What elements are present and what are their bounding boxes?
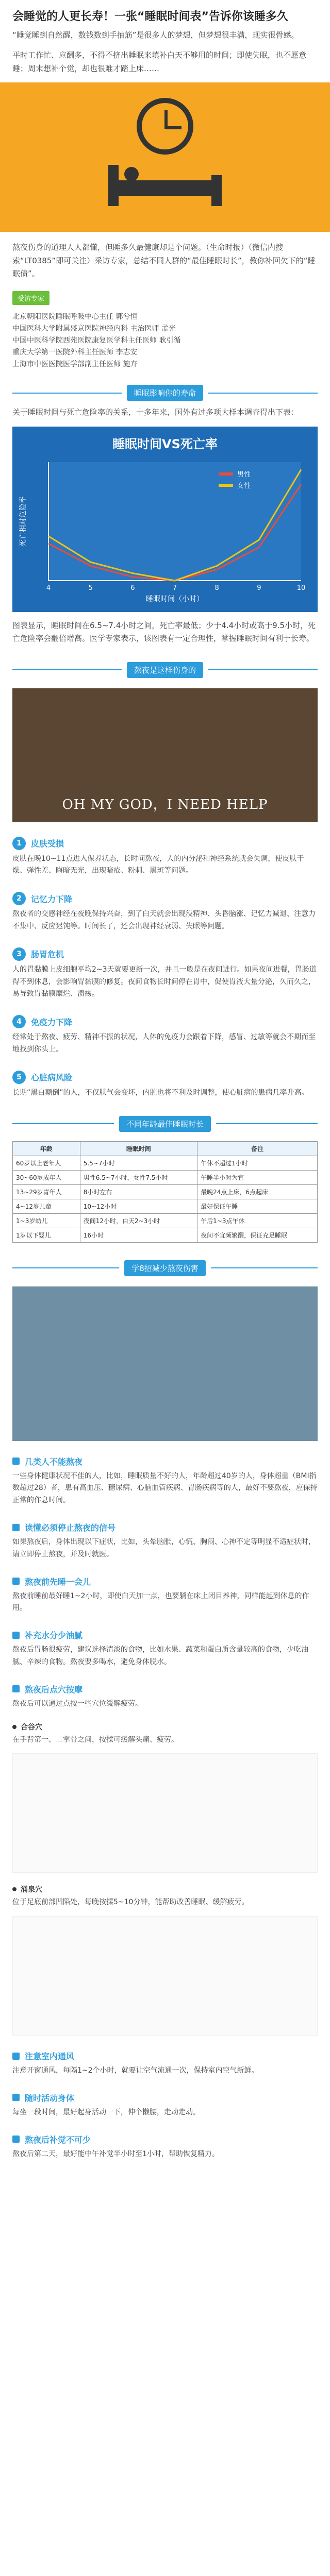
x-tick-label: 5 <box>88 584 93 592</box>
section-paragraph: 图表显示，睡眠时间在6.5~7.4小时之间，死亡率最低；少于4.4小时或高于9.5小时，死亡危险率会翻倍增高。医学专家表示，该图表有一定合理性，掌握睡眠时间有利于长寿。 <box>12 620 316 643</box>
harm-title: 皮肤受损 <box>31 839 64 849</box>
bullet-icon <box>12 1458 20 1465</box>
legend-swatch <box>219 484 233 487</box>
table-row <box>13 1213 318 1228</box>
bullet-icon <box>12 1524 20 1531</box>
legend-label: 男性 <box>237 470 251 479</box>
acupoint-text: 在手背第一、二掌骨之间，按揉可缓解头痛、疲劳。 <box>12 1735 178 1744</box>
harm-number: 2 <box>12 892 26 905</box>
expert-item: 重庆大学第一医院外科主任医师 李志安 <box>12 348 138 357</box>
expert-item: 上海市中医医院医学部副主任医师 施卉 <box>12 360 138 369</box>
acupoint-illustration <box>12 1753 318 1873</box>
harm-text: 人的胃黏膜上皮细胞平均2~3天就要更新一次，并且一般是在夜间进行。如果夜间进餐，胃肠道得不到休息，会影响胃黏膜的修复。夜间食物长时间停在胃中，促使胃液大量分泌，久而久之，易导致胃黏膜糜烂、溃疡。 <box>12 965 317 998</box>
tip-text: 每坐一段时间，最好起身活动一下，伸个懒腰，走动走动。 <box>12 2108 200 2116</box>
tip-heading <box>0 2084 330 2107</box>
acupoint-illustration <box>12 1916 318 2036</box>
table-cell: 13~29岁青年人 <box>13 1184 80 1199</box>
table-cell: 午后1~3点午休 <box>197 1213 318 1228</box>
table-header-row <box>13 1141 318 1156</box>
experts-list <box>0 308 330 376</box>
table-cell: 1岁以下婴儿 <box>13 1228 80 1242</box>
bullet-icon <box>12 1632 20 1639</box>
section-header <box>0 1107 330 1137</box>
section-header <box>0 653 330 683</box>
acupoint-name: 涌泉穴 <box>21 1886 42 1894</box>
tip-text: 熬夜前睡前最好睡1~2小时，即使白天加一点，也要躺在床上闭目养神，同样能起到休息的作用。 <box>12 1591 309 1613</box>
table-cell: 午休不超过1小时 <box>197 1156 318 1170</box>
table-row <box>13 1156 318 1170</box>
bullet-icon <box>12 1685 20 1692</box>
table-header-cell: 备注 <box>197 1141 318 1156</box>
acupoint-name: 合谷穴 <box>21 1723 42 1732</box>
harm-heading <box>0 1063 330 1087</box>
bullet-icon <box>12 2136 20 2143</box>
harm-heading <box>0 829 330 853</box>
legend-label: 女性 <box>237 482 251 490</box>
intro-paragraph: “睡觉睡到自然醒，数钱数到手抽筋”是很多人的梦想，但梦想很丰满，现实很骨感。 <box>12 30 299 40</box>
harm-heading <box>0 940 330 964</box>
intro-paragraph: 平时工作忙、应酬多，不得不挤出睡眠来填补白天不够用的时间；即使失眠，也不愿意睡；周末想补个觉，却也很难才踏上床…… <box>12 50 307 73</box>
table-cell: 午睡半小时为宜 <box>197 1170 318 1184</box>
acupoint-heading <box>0 1880 330 1896</box>
tip-title: 几类人不能熬夜 <box>25 1456 83 1467</box>
hero-illustration <box>0 82 330 232</box>
tip-heading <box>0 1568 330 1590</box>
tip-title: 熬夜前先睡一会儿 <box>25 1577 91 1587</box>
tip-heading <box>0 1676 330 1698</box>
tip-text: 注意开窗通风，每隔1~2个小时，就要让空气流通一次，保持室内空气新鲜。 <box>12 2066 259 2075</box>
table-cell: 夜间12小时，白天2~3小时 <box>80 1213 197 1228</box>
x-tick-label: 8 <box>214 584 219 592</box>
tip-text: 熬夜后可以通过点按一些穴位缓解疲劳。 <box>12 1699 142 1708</box>
tips-list <box>0 1448 330 2161</box>
expert-item: 中国医科大学附属盛京医院神经内科 主治医师 孟光 <box>12 324 176 333</box>
sleeping-figure-photo <box>12 1286 318 1441</box>
harm-text: 经常处于熬夜、疲劳、精神不振的状况，人体的免疫力会跟着下降，感冒、过敏等就会不期而至地找到你头上。 <box>12 1033 316 1054</box>
harms-list <box>0 829 330 1099</box>
table-cell: 夜间不宜频繁醒，保证充足睡眠 <box>197 1228 318 1242</box>
bed-icon <box>103 160 227 209</box>
x-tick-label: 9 <box>257 584 261 592</box>
table-row <box>13 1228 318 1242</box>
bullet-icon <box>12 2053 20 2060</box>
x-tick-label: 7 <box>172 584 177 592</box>
tip-heading <box>0 1448 330 1470</box>
tip-text: 熬夜后第二天，最好能中午补觉半小时至1小时，帮助恢复精力。 <box>12 2149 219 2158</box>
clock-icon <box>137 98 193 155</box>
table-cell: 30~60岁成年人 <box>13 1170 80 1184</box>
bullet-icon <box>12 2094 20 2101</box>
sleep-duration-table <box>12 1141 318 1243</box>
experts-badge: 受访专家 <box>12 291 50 305</box>
tip-text: 一些身体健康状况不佳的人，比如，睡眠质量不好的人，年龄超过40岁的人，身体超重（BMI指数超过28）者，患有高血压、糖尿病、心脑血管疾病、胃肠疾病等的人，最好不要熬夜，应保持正常的作息时间。 <box>12 1471 318 1505</box>
acupoint-heading <box>0 1718 330 1734</box>
harm-number: 3 <box>12 947 26 961</box>
table-header-cell: 年龄 <box>13 1141 80 1156</box>
section-paragraph: 关于睡眠时间与死亡危险率的关系，十多年来，国外有过多项大样本调查得出下表： <box>12 408 299 417</box>
tip-text: 如果熬夜后，身体出现以下症状，比如，头晕脑胀，心慌、胸闷、心神不定等明显不适症状时，请立即停止熬夜，并及时就医。 <box>12 1538 316 1558</box>
section-header <box>0 376 330 406</box>
chart-title: 睡眠时间VS死亡率 <box>112 436 218 451</box>
tip-text: 熬夜后胃肠很疲劳，建议选择清淡的食物，比如水果、蔬菜和蛋白质含量较高的食物，少吃油腻、辛辣的食物。熬夜要多喝水，避免身体脱水。 <box>12 1646 308 1666</box>
legend-swatch <box>219 472 233 476</box>
x-tick-label: 6 <box>130 584 135 592</box>
section-tag: 熬夜是这样伤身的 <box>127 662 203 678</box>
expert-item: 北京朝阳医院睡眠呼吸中心主任 郭兮恒 <box>12 312 138 321</box>
tip-title: 熬夜后补觉不可少 <box>25 2134 91 2145</box>
tired-woman-photo <box>12 688 318 822</box>
table-row <box>13 1184 318 1199</box>
harm-number: 1 <box>12 837 26 850</box>
table-cell: 男性6.5~7小时，女性7.5小时 <box>80 1170 197 1184</box>
tip-heading <box>0 2043 330 2065</box>
table-cell: 60岁以上老年人 <box>13 1156 80 1170</box>
dot-icon <box>12 1725 16 1729</box>
tip-title: 读懂必须停止熬夜的信号 <box>25 1523 116 1533</box>
tip-heading <box>0 1622 330 1644</box>
table-cell: 1~3岁幼儿 <box>13 1213 80 1228</box>
harm-title: 免疫力下降 <box>31 1017 73 1027</box>
table-cell: 8小时左右 <box>80 1184 197 1199</box>
x-axis-label: 睡眠时间（小时） <box>146 595 204 603</box>
table-cell: 4~12岁儿童 <box>13 1199 80 1213</box>
table-row <box>13 1170 318 1184</box>
harm-heading <box>0 1008 330 1031</box>
table-row <box>13 1199 318 1213</box>
x-tick-label: 4 <box>46 584 51 592</box>
tip-title: 熬夜后点穴按摩 <box>25 1684 83 1694</box>
sleep-mortality-chart <box>12 427 318 612</box>
expert-item: 中国中医科学院西苑医院康复医学科主任医师 耿引循 <box>12 336 181 345</box>
table-cell: 最好保证午睡 <box>197 1199 318 1213</box>
article-title: 会睡觉的人更长寿！一张“睡眠时间表”告诉你该睡多久 <box>12 10 288 23</box>
harm-text: 长期“黑白颠倒”的人，不仅肤气会变坏，内脏也将不利及时调整，使心脏病的患病几率升高。 <box>12 1088 309 1097</box>
dot-icon <box>12 1887 16 1891</box>
table-cell: 5.5~7小时 <box>80 1156 197 1170</box>
harm-text: 熬夜者的交感神经在夜晚保持兴奋，到了白天就会出现没精神、头昏脑涨、记忆力减退、注意力不集中、反应迟钝等。时间长了，还会出现神经衰弱、失眠等问题。 <box>12 910 316 931</box>
tip-title: 注意室内通风 <box>25 2052 75 2062</box>
harm-text: 皮肤在晚10~11点进入保养状态，长时间熬夜，人的内分泌和神经系统就会失调，使皮肤干燥、弹性差、晦暗无光，出现暗疮、粉刺、黑斑等问题。 <box>12 854 304 875</box>
section-tag: 睡眠影响你的寿命 <box>127 385 203 401</box>
harm-number: 4 <box>12 1015 26 1028</box>
tip-title: 补充水分少油腻 <box>25 1631 83 1641</box>
harm-number: 5 <box>12 1071 26 1084</box>
section-header <box>0 1251 330 1281</box>
table-header-cell: 睡眠时间 <box>80 1141 197 1156</box>
tip-heading <box>0 1514 330 1536</box>
harm-title: 心脏病风险 <box>31 1073 73 1083</box>
chart-svg <box>12 452 318 606</box>
acupoint-text: 位于足底前部凹陷处，每晚按揉5~10分钟，能帮助改善睡眠、缓解疲劳。 <box>12 1898 249 1907</box>
photo-caption: OH MY GOD，I NEED HELP <box>62 796 268 812</box>
table-cell: 10~12小时 <box>80 1199 197 1213</box>
harm-heading <box>0 885 330 908</box>
x-tick-label: 10 <box>296 584 306 592</box>
section-tag: 不同年龄最佳睡眠时长 <box>119 1116 211 1132</box>
y-axis-label: 死亡相对危险率 <box>19 496 27 547</box>
table-cell: 16小时 <box>80 1228 197 1242</box>
intro-paragraph: 熬夜伤身的道理人人都懂，但睡多久最健康却是个问题。（生命时报）（微信内搜索“LT0385”即可关注）采访专家，总结不同人群的“最佳睡眠时长”，教你补回欠下的“睡眠债”。 <box>12 243 316 279</box>
harm-title: 肠胃危机 <box>31 950 64 960</box>
section-tag: 学8招减少熬夜伤害 <box>124 1260 206 1276</box>
harm-title: 记忆力下降 <box>31 894 73 904</box>
table-cell: 最晚24点上床，6点起床 <box>197 1184 318 1199</box>
tip-heading <box>0 2126 330 2148</box>
tip-title: 随时活动身体 <box>25 2093 75 2103</box>
bullet-icon <box>12 1578 20 1585</box>
